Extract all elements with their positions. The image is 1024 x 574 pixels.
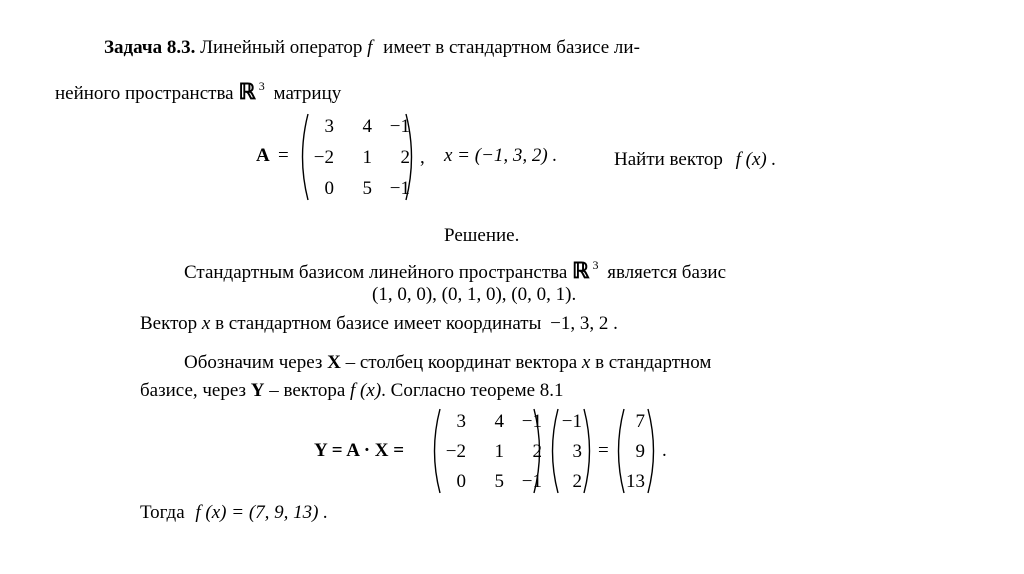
task-intro-b: имеет в стандартном базисе ли- — [383, 37, 640, 58]
answer-line — [140, 503, 328, 522]
matrix-cell: 5 — [494, 471, 504, 492]
denote-a: Обозначим через — [184, 352, 323, 373]
eq-a-right-paren — [532, 408, 546, 494]
denote-2a: базисе, через — [140, 380, 247, 401]
matrix-a-eq: = — [278, 145, 289, 166]
coords-b: в стандартном базисе имеет координаты — [215, 313, 542, 334]
matrix-cell: 1 — [494, 441, 504, 462]
coords-a: Вектор — [140, 313, 198, 334]
task-line2: нейного пространства — [55, 83, 234, 104]
matrix-cell: 4 — [494, 411, 504, 432]
reals-symbol: ℝ — [238, 79, 256, 104]
matrix-cell: 1 — [362, 147, 372, 168]
coords-x: x — [201, 313, 211, 334]
basis-vectors: (1, 0, 0), (0, 1, 0), (0, 0, 1). — [372, 284, 577, 305]
matrix-cell: 0 — [456, 471, 466, 492]
matrix-cell: 2 — [400, 147, 410, 168]
matrix-cell: −1 — [521, 471, 542, 492]
eq-y-right-paren — [646, 408, 660, 494]
matrix-cell: 9 — [635, 441, 645, 462]
std-basis-a: Стандартным базисом линейного пространства — [184, 262, 568, 283]
find-fx: f (x) . — [735, 149, 777, 170]
task-f: f — [367, 37, 373, 58]
std-basis-line — [184, 259, 726, 282]
denote-2c: . Согласно теореме 8.1 — [381, 380, 564, 401]
denote-fx: f (x) — [350, 380, 382, 401]
matrix-cell: 3 — [324, 116, 334, 137]
matrix-cell: 2 — [532, 441, 542, 462]
find-text: Найти вектор — [614, 149, 723, 170]
matrix-cell: −1 — [389, 116, 410, 137]
matrix-a — [306, 117, 410, 198]
denote-line-1 — [184, 353, 711, 372]
denote-line-2 — [140, 381, 564, 400]
task-line2-end: матрицу — [273, 83, 342, 104]
task-label: Задача 8.3. — [104, 37, 196, 58]
denote-b: – столбец координат вектора — [345, 352, 578, 373]
solution-heading: Решение. — [444, 225, 520, 246]
denote-2b: – вектора — [269, 380, 346, 401]
denote-X: X — [327, 352, 341, 373]
matrix-cell: −1 — [521, 411, 542, 432]
answer-text: Тогда — [140, 502, 185, 523]
task-line-1 — [104, 38, 640, 57]
equation-eq: = — [598, 440, 609, 461]
equation-matrix-a — [438, 412, 542, 491]
matrix-cell: 0 — [324, 178, 334, 199]
matrix-a-comma: , — [420, 147, 425, 168]
equation-column-x — [554, 412, 582, 491]
matrix-cell: −1 — [389, 178, 410, 199]
matrix-cell: −2 — [313, 147, 334, 168]
matrix-a-right-paren — [404, 113, 418, 201]
equation-period: . — [662, 440, 667, 461]
matrix-cell: 3 — [456, 411, 466, 432]
coords-line — [140, 314, 618, 333]
denote-x: x — [581, 352, 591, 373]
find-instruction — [614, 150, 776, 169]
reals-symbol-2: ℝ — [572, 258, 590, 283]
eq-x-right-paren — [582, 408, 596, 494]
matrix-cell: 2 — [572, 471, 582, 492]
matrix-cell: 7 — [635, 411, 645, 432]
denote-Y: Y — [250, 380, 265, 401]
matrix-cell: 13 — [626, 471, 645, 492]
denote-c: в стандартном — [595, 352, 712, 373]
matrix-cell: 4 — [362, 116, 372, 137]
std-basis-b: является базис — [607, 262, 727, 283]
answer-fx: f (x) = (7, 9, 13) . — [195, 502, 328, 523]
dimension: 3 — [258, 79, 265, 93]
task-intro-a: Линейный оператор — [200, 37, 363, 58]
matrix-cell: 3 — [572, 441, 582, 462]
matrix-cell: −2 — [445, 441, 466, 462]
dimension-2: 3 — [592, 258, 599, 272]
equation-column-y — [619, 412, 645, 491]
task-line-2 — [55, 80, 341, 103]
matrix-cell: −1 — [561, 411, 582, 432]
coords-vals: −1, 3, 2 . — [550, 313, 618, 334]
vector-x-definition: x = (−1, 3, 2) . — [444, 145, 558, 166]
equation-lhs: Y = A · X = — [314, 440, 405, 461]
matrix-cell: 5 — [362, 178, 372, 199]
matrix-a-label: A — [256, 145, 270, 166]
